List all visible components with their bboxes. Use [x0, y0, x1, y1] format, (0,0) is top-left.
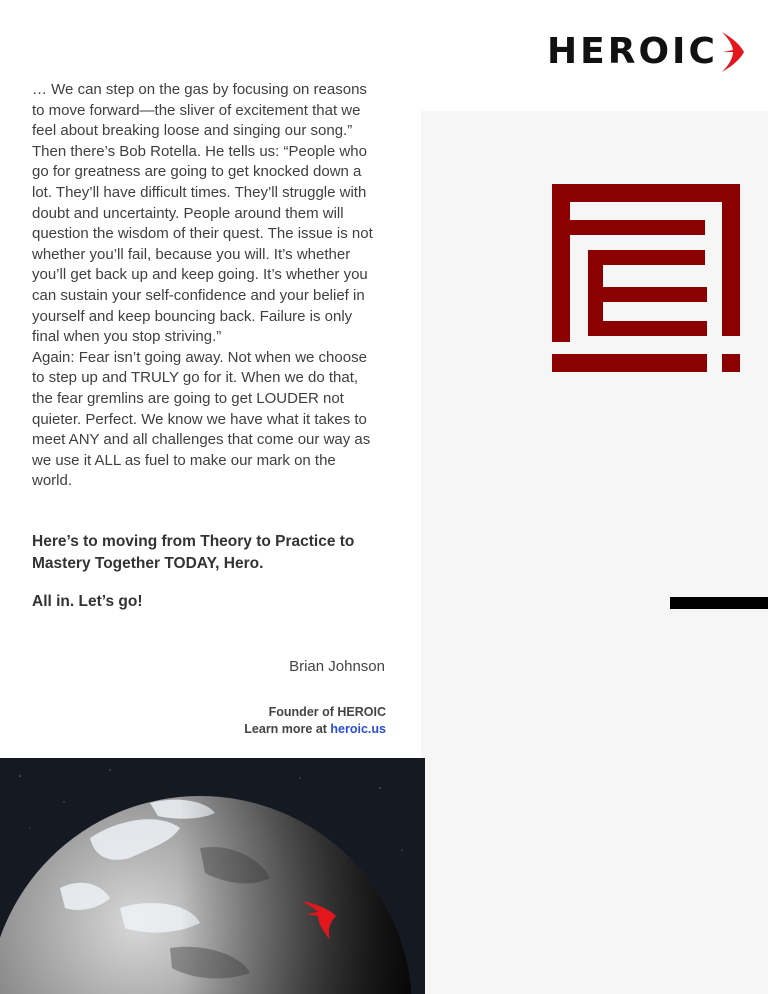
learn-more-line [244, 721, 386, 738]
founder-block [244, 704, 386, 738]
body-paragraph: … We can step on the gas by focusing on reasons to move forward—the sliver of excitement that we feel about breaking loose and singing our song.” [32, 81, 367, 140]
body-paragraph: Again: Fear isn’t going away. Not when we choose to step up and TRULY go for it. When we do that, the fear gremlins are going to get LOUDER not quieter. Perfect. We know we have what it takes to meet ANY and all challenges that come our way as we use it ALL as fuel to make our mark on the world. [32, 348, 371, 490]
heroic-link[interactable]: heroic.us [330, 722, 386, 736]
globe-photo [0, 758, 425, 994]
rally-line: All in. Let’s go! [32, 593, 143, 610]
body-paragraph: Then there’s Bob Rotella. He tells us: “People who go for greatness are going to get knocked down a lot. They’ll have difficult times. They’ll struggle with doubt and uncertainty. People around them will question the wisdom of their quest. The issue is not whether you’ll fail, because you will. It’s whether you’ll get back up and keep going. It’s whether you can sustain your self-confidence and your belief in yourself and keep bouncing back. Failure is only final when you stop striving.” [32, 142, 373, 346]
heroic-wordmark: HEROIC [547, 31, 718, 72]
heroic-maze-emblem [552, 184, 740, 372]
letter-body [32, 80, 377, 492]
founder-title: Founder of HEROIC [268, 705, 386, 719]
learn-more-prefix: Learn more at [244, 722, 331, 736]
closing-line: Here’s to moving from Theory to Practice to Mastery Together TODAY, Hero. [32, 533, 355, 572]
heroic-logo[interactable] [547, 30, 746, 74]
signature: Brian Johnson [289, 658, 385, 675]
accent-bar [670, 597, 768, 609]
closing-block [32, 531, 392, 613]
heroic-bird-icon [720, 30, 746, 74]
